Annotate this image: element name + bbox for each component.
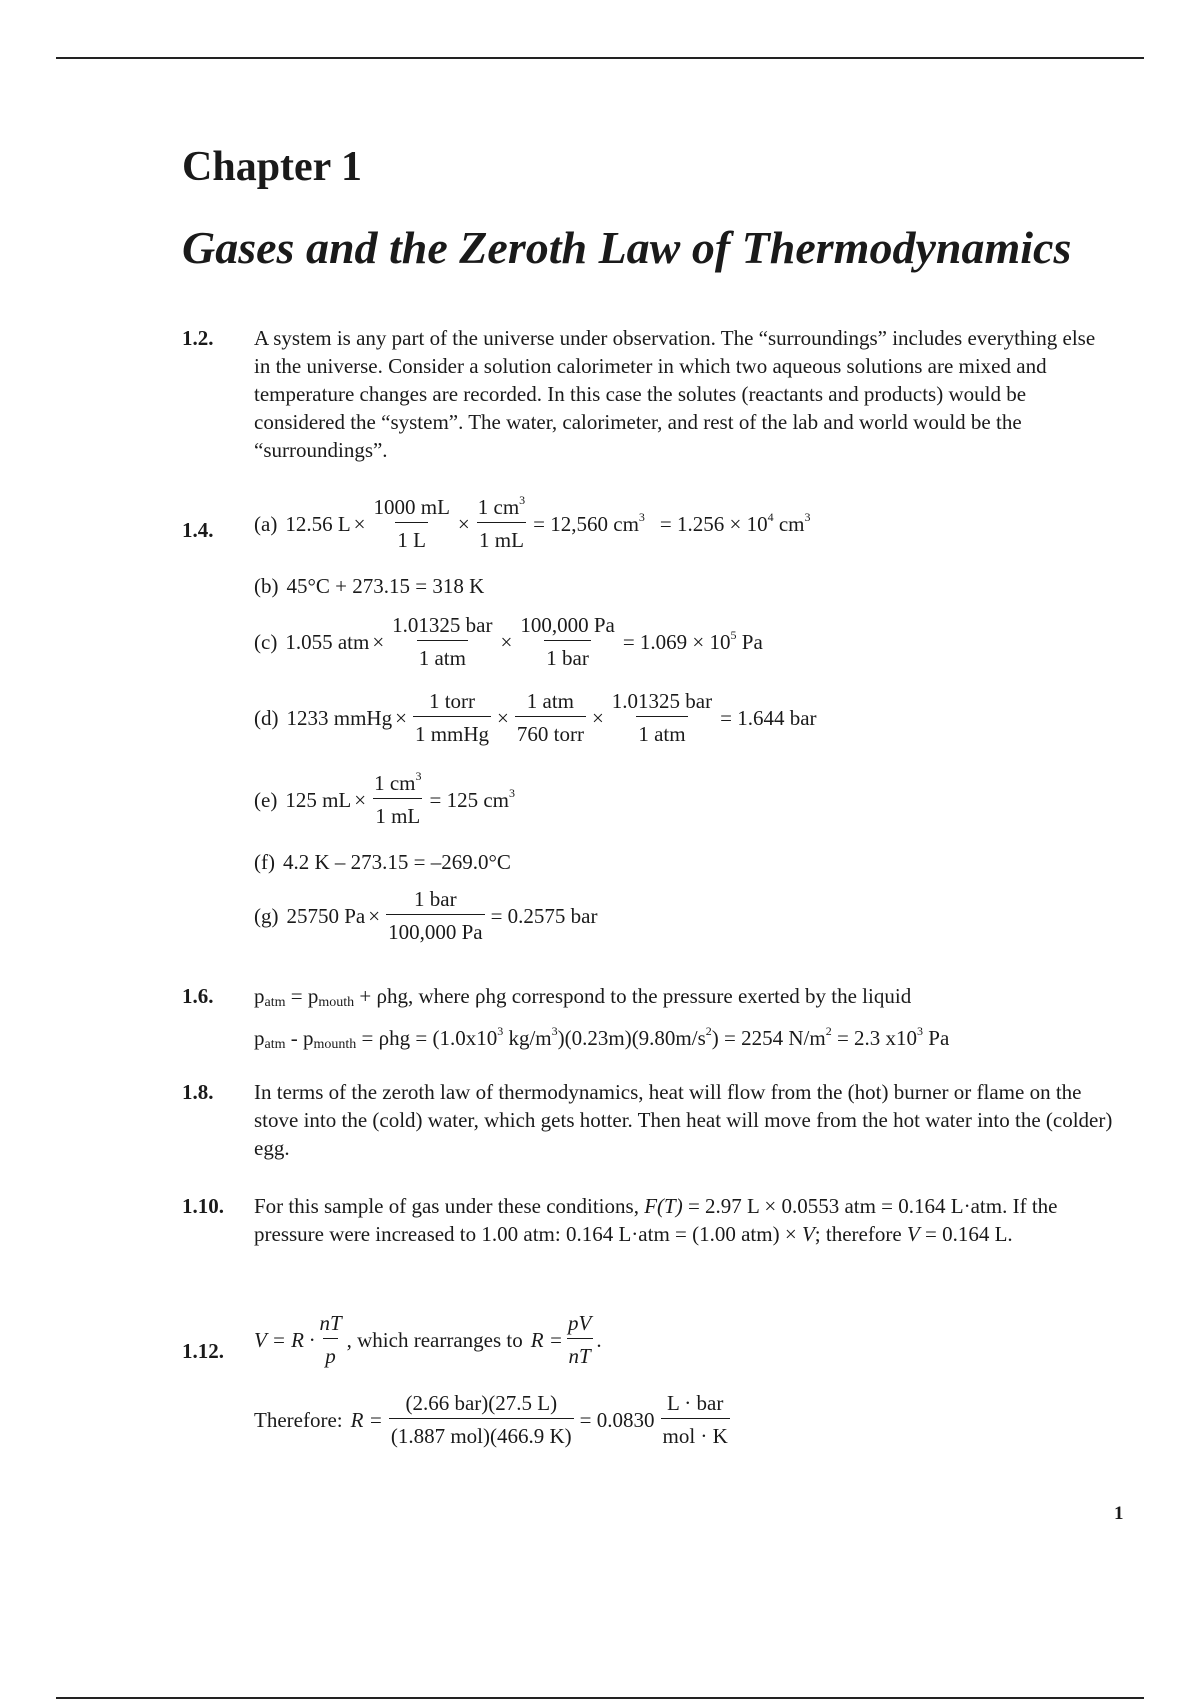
fraction: $\frac{1000 mL}{1 L}$ (373, 495, 450, 552)
equation-a: (a) 12.56 L × $\frac{1000 mL}{1 L}$ × $\frac{1 cm^3}{1 mL}$ = 12,560 $cm^3$ = $1.256 \times 10^4$ $cm^3$ (254, 493, 811, 552)
fraction: $\frac{1 cm^3}{1 mL}$ (374, 769, 422, 828)
page-number: 1 (1114, 1503, 1124, 1524)
equation-b: (b) 45°C + 273.15 = 318 K (254, 574, 485, 598)
equation-e: (e) 125 mL × $\frac{1 cm^3}{1 mL}$ = 125 $cm^3$ (254, 769, 515, 828)
fraction: $\frac{nT}{p}$ (319, 1311, 342, 1368)
fraction: $\frac{\text{(2.66 bar)(27.5 L)}}{\text{(1.887 mol)(466.9 K)}}$ (390, 1391, 572, 1448)
equation-line-2: Therefore: R = $\frac{\text{(2.66 bar)(27.5 L)}}{\text{(1.887 mol)(466.9 K)}}$ = 0.0830 $\frac{\text{L · bar}}{\text{mol · K}}$ (254, 1391, 728, 1448)
fraction: $\frac{\text{1 torr}}{\text{1 mmHg}}$ (414, 689, 490, 746)
problem-text: A system is any part of the universe under observation. The “surroundings” includes everything else in the universe. Consider a solution calorimeter in which two aqueous solutions are mixed and temperature changes are recorded. In this case the solutes (reactants and products) would be considered the “system”. The water, calorimeter, and rest of the lab and world would be the “surroundings”. (254, 326, 1096, 462)
problem-number: 1.4. (182, 518, 214, 542)
fraction: $\frac{\text{L · bar}}{\text{mol · K}}$ (662, 1391, 728, 1448)
problem-line-1: $p_{atm} = p_{mouth} + \rho hg$, where ρhg correspond to the pressure exerted by the liquid (254, 984, 912, 1010)
equation-d: (d) 1233 mmHg × $\frac{\text{1 torr}}{\text{1 mmHg}}$ × $\frac{\text{1 atm}}{\text{760 torr}}$ × $\frac{\text{1.01325 bar}}{\text{1 atm}}$ = 1.644 bar (254, 689, 817, 746)
equation-c: (c) 1.055 atm × $\frac{\text{1.01325 bar}}{\text{1 atm}}$ × $\frac{100,000 Pa}{\text{1 bar}}$ = $1.069 \times 10^5$ Pa (254, 613, 763, 670)
problem-number: 1.10. (182, 1194, 224, 1218)
header-rule (56, 57, 1144, 59)
footer-rule (56, 1697, 1144, 1699)
problem-number: 1.2. (182, 326, 214, 350)
chapter-title: Chapter 1 (182, 144, 363, 190)
problem-number: 1.12. (182, 1339, 224, 1363)
fraction: $\frac{\text{1.01325 bar}}{\text{1 atm}}$ (611, 689, 713, 746)
fraction: $\frac{1 cm^3}{1 mL}$ (477, 493, 526, 552)
fraction: $\frac{\text{1 bar}}{100,000 Pa}$ (388, 887, 483, 944)
equation-f: (f) 4.2 K – 273.15 = –269.0°C (254, 850, 511, 874)
problem-number: 1.6. (182, 984, 214, 1008)
fraction: $\frac{\text{1 atm}}{\text{760 torr}}$ (516, 689, 584, 746)
problem-number: 1.8. (182, 1080, 214, 1104)
fraction: $\frac{pV}{nT}$ (567, 1311, 592, 1368)
equation-g: (g) 25750 Pa × $\frac{\text{1 bar}}{100,000 Pa}$ = 0.2575 bar (254, 887, 598, 944)
fraction: $\frac{\text{1.01325 bar}}{\text{1 atm}}$ (392, 613, 493, 670)
fraction: $\frac{100,000 Pa}{\text{1 bar}}$ (520, 613, 615, 670)
problem-text: For this sample of gas under these conditions, F(T) = 2.97 L × 0.0553 atm = 0.164 L·atm. If the pressure were increased to 1.00 atm: 0.164 L·atm = (1.00 atm) × V; therefore V = 0.164 L. (254, 1194, 1058, 1246)
equation-line-1: V = R · $\frac{nT}{p}$ , which rearranges to R = $\frac{pV}{nT}$ . (254, 1311, 602, 1368)
problem-line-2: $p_{atm} - p_{mounth} = \rho hg = (1.0x10^3$ $kg/m^3)(0.23m)(9.80m/s^2) = 2254$ $N/m^2 = 2.3$ $x10^3$ Pa (254, 1024, 950, 1052)
chapter-subtitle: Gases and the Zeroth Law of Thermodynamics (182, 222, 1072, 273)
problem-text: In terms of the zeroth law of thermodynamics, heat will flow from the (hot) burner or flame on the stove into the (cold) water, which gets hotter. Then heat will move from the hot water into the (colder) egg. (254, 1080, 1113, 1160)
